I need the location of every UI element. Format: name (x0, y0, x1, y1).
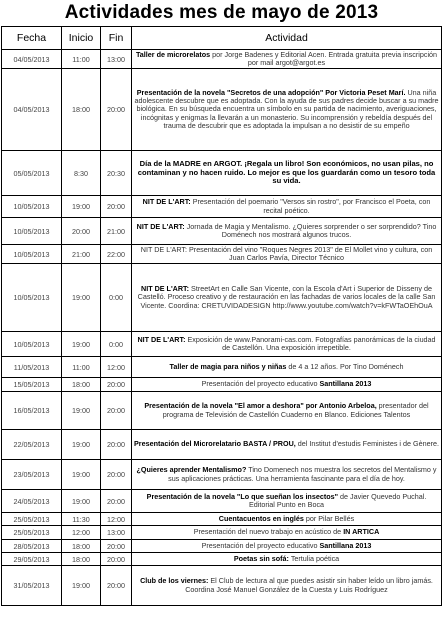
cell-actividad (132, 264, 442, 332)
cell-actividad (132, 526, 442, 540)
table-row (2, 460, 442, 490)
cell-inicio: 18:00 (62, 540, 101, 553)
activity-title: Taller de microrelatos (135, 49, 211, 59)
table-row (2, 540, 442, 553)
table-row (2, 69, 442, 151)
cell-fin: 20:00 (101, 69, 132, 151)
activity-title: NIT DE L'ART: (141, 283, 190, 293)
table-row (2, 357, 442, 378)
table-row (2, 513, 442, 526)
cell-fin: 20:00 (101, 460, 132, 490)
cell-fin: 0:00 (101, 264, 132, 332)
cell-fecha: 23/05/2013 (2, 460, 62, 490)
cell-inicio: 8:30 (62, 151, 101, 196)
activity-description: El Club de lectura al que puedes asistir sin haber leído un libro jamás. Coordina José Manuel González de la Cuesta y Luis Rodríguez (185, 576, 433, 594)
cell-actividad (132, 151, 442, 196)
cell-inicio: 19:00 (62, 264, 101, 332)
activity-description: Presentación del nuevo trabajo en acústico de (193, 527, 344, 537)
cell-fecha: 16/05/2013 (2, 392, 62, 430)
cell-inicio: 19:00 (62, 430, 101, 460)
cell-fin: 20:00 (101, 540, 132, 553)
cell-actividad (132, 392, 442, 430)
cell-actividad (132, 553, 442, 566)
cell-actividad (132, 378, 442, 392)
cell-fin: 21:00 (101, 218, 132, 245)
activity-title: Cuentacuentos en inglés (218, 513, 304, 523)
table-row (2, 566, 442, 606)
cell-fin: 20:00 (101, 196, 132, 218)
cell-inicio: 18:00 (62, 553, 101, 566)
activity-description: por Pilar Bellés (303, 513, 355, 523)
cell-fecha: 22/05/2013 (2, 430, 62, 460)
cell-fecha: 04/05/2013 (2, 50, 62, 69)
activity-title: Presentación de la novela "Secretos de una adopción" Por Victoria Peset Marí. (136, 87, 406, 97)
activity-description: Presentación del proyecto educativo (201, 540, 320, 550)
activity-description: de 4 a 12 años. Por Tino Doménech (286, 361, 404, 371)
cell-fecha: 25/05/2013 (2, 513, 62, 526)
activity-highlight: Santillana 2013 (319, 379, 372, 389)
cell-actividad (132, 69, 442, 151)
cell-fin: 20:00 (101, 490, 132, 513)
table-row (2, 490, 442, 513)
activity-title: Poetas sin sofá: (233, 553, 289, 563)
column-header-inicio: Inicio (62, 27, 101, 50)
table-row (2, 50, 442, 69)
cell-inicio: 11:30 (62, 513, 101, 526)
table-row (2, 430, 442, 460)
cell-actividad (132, 245, 442, 264)
activity-description: de Javier Quevedo Puchal. Editorial Punto en Boca (248, 491, 427, 509)
cell-fin: 20:00 (101, 566, 132, 606)
cell-fecha: 28/05/2013 (2, 540, 62, 553)
cell-inicio: 19:00 (62, 392, 101, 430)
activity-title: Presentación del Microrelatario BASTA / PROU, (134, 439, 296, 449)
activity-description: del Institut d'estudis Feministes i de Gènere. (295, 439, 439, 449)
cell-actividad (132, 218, 442, 245)
column-header-actividad: Actividad (132, 27, 442, 50)
activity-title: Día de la MADRE en ARGOT. ¡Regala un libro! Son económicos, no usan pilas, no contaminan y no hacen ruido. Lo mejor es que los guardarán como un tesoro toda su vida. (137, 158, 436, 186)
activity-title: NIT DE L'ART: (137, 334, 186, 344)
table-row (2, 553, 442, 566)
cell-fin: 20:00 (101, 378, 132, 392)
activity-description: Tertulia poética (288, 553, 340, 563)
cell-fin: 12:00 (101, 357, 132, 378)
cell-fecha: 10/05/2013 (2, 218, 62, 245)
activity-description: por Jorge Badenes y Editorial Acen. Entrada gratuita previa inscripción por mail argot@argot.es (210, 49, 438, 67)
cell-inicio: 19:00 (62, 566, 101, 606)
table-row (2, 378, 442, 392)
cell-fecha: 15/05/2013 (2, 378, 62, 392)
cell-fecha: 10/05/2013 (2, 245, 62, 264)
cell-fecha: 11/05/2013 (2, 357, 62, 378)
cell-fecha: 25/05/2013 (2, 526, 62, 540)
cell-inicio: 18:00 (62, 378, 101, 392)
cell-actividad (132, 566, 442, 606)
cell-fin: 20:30 (101, 151, 132, 196)
cell-actividad (132, 332, 442, 357)
activity-title: Presentación de la novela "El amor a deshora" por Antonio Arbeloa, (144, 401, 377, 411)
cell-fin: 20:00 (101, 392, 132, 430)
table-row (2, 151, 442, 196)
table-row (2, 196, 442, 218)
cell-fecha: 29/05/2013 (2, 553, 62, 566)
table-row (2, 245, 442, 264)
cell-inicio: 19:00 (62, 332, 101, 357)
cell-inicio: 20:00 (62, 218, 101, 245)
cell-actividad (132, 490, 442, 513)
activity-description: Presentación del proyecto educativo (201, 379, 320, 389)
cell-fin: 0:00 (101, 332, 132, 357)
cell-inicio: 12:00 (62, 526, 101, 540)
cell-actividad (132, 430, 442, 460)
table-row (2, 392, 442, 430)
cell-actividad (132, 196, 442, 218)
cell-fecha: 10/05/2013 (2, 332, 62, 357)
cell-inicio: 19:00 (62, 490, 101, 513)
activity-title: NIT DE L'ART: (136, 221, 185, 231)
cell-fin: 20:00 (101, 553, 132, 566)
activity-description: Exposición de www.Panorami-cas.com. Fotografías panorámicas de la ciudad de Castellón. Una exposición irrepetible. (185, 334, 436, 352)
table-row (2, 332, 442, 357)
activity-title: Club de los viernes: (140, 576, 209, 586)
activity-title: Taller de magia para niños y niñas (169, 361, 287, 371)
cell-actividad (132, 513, 442, 526)
activity-title: ¿Quieres aprender Mentalismo? (136, 465, 247, 475)
cell-fecha: 04/05/2013 (2, 69, 62, 151)
cell-fin: 22:00 (101, 245, 132, 264)
table-row (2, 218, 442, 245)
activity-description: Presentación del poemario "Versos sin rostro", por Francisco el Poeta, con recital poético. (190, 197, 431, 215)
cell-actividad (132, 540, 442, 553)
activity-description: Jornada de Magia y Mentalismo. ¿Quieres sorprender o ser sorprendido? Tino Doménech nos mostrará algunos trucos. (184, 221, 437, 239)
activities-table (1, 26, 442, 606)
activity-highlight: IN ARTICA (343, 527, 380, 537)
cell-actividad (132, 50, 442, 69)
cell-fecha: 05/05/2013 (2, 151, 62, 196)
activity-description: NIT DE L'ART: Presentación del vino "Roques Negres 2013" de El Mollet vino y cultura, con Juan Carlos Pavía, Director Técnico (140, 244, 433, 262)
activity-title: NIT DE L'ART: (142, 197, 191, 207)
cell-fin: 13:00 (101, 50, 132, 69)
table-row (2, 526, 442, 540)
activity-description: presentador del programa de Televisión de Castellón Cuaderno en Blanco. Ediciones Talentos (162, 401, 429, 419)
cell-fin: 20:00 (101, 430, 132, 460)
activity-description: StreetArt en Calle San Vicente, con la Escola d'Art i Superior de Disseny de Castelló. Proceso creativo y de restauración en las fachadas de varios locales de la calle San Vicente. Coordina: CRETUVIDADESIGN http://www.youtube.com/watch?v=kFWTaOEhOuA (137, 283, 436, 310)
cell-fin: 12:00 (101, 513, 132, 526)
cell-inicio: 11:00 (62, 357, 101, 378)
activity-title: Presentación de la novela "Lo que sueñan los insectos" (146, 491, 339, 501)
activity-description: Una niña adolescente descubre que es adoptada. Con la ayuda de sus padres decide buscar a su madre biológica. En su búsqueda encuentra un símbolo en su partida de nacimiento, averiguaciones, incógnitas y enigmas la llevarán a un monasterio. Su incomprensión y rebeldía después del trauma de descubrir que es adoptada la impulsan a no desistir de su empeño (134, 87, 439, 131)
page-title: Actividades mes de mayo de 2013 (64, 2, 379, 23)
cell-inicio: 11:00 (62, 50, 101, 69)
cell-fecha: 10/05/2013 (2, 264, 62, 332)
cell-actividad (132, 460, 442, 490)
activity-description: Tino Domenech nos muestra los secretos del Mentalismo y sus aplicaciones prácticas. Una herramienta fascinante para el día de hoy. (168, 465, 437, 483)
cell-fecha: 31/05/2013 (2, 566, 62, 606)
cell-fecha: 24/05/2013 (2, 490, 62, 513)
table-row (2, 264, 442, 332)
table-header-row (2, 27, 442, 50)
cell-inicio: 19:00 (62, 196, 101, 218)
activity-highlight: Santillana 2013 (319, 540, 372, 550)
cell-inicio: 21:00 (62, 245, 101, 264)
cell-actividad (132, 357, 442, 378)
cell-fin: 13:00 (101, 526, 132, 540)
cell-fecha: 10/05/2013 (2, 196, 62, 218)
column-header-fin: Fin (101, 27, 132, 50)
cell-inicio: 18:00 (62, 69, 101, 151)
cell-inicio: 19:00 (62, 460, 101, 490)
column-header-fecha: Fecha (2, 27, 62, 50)
